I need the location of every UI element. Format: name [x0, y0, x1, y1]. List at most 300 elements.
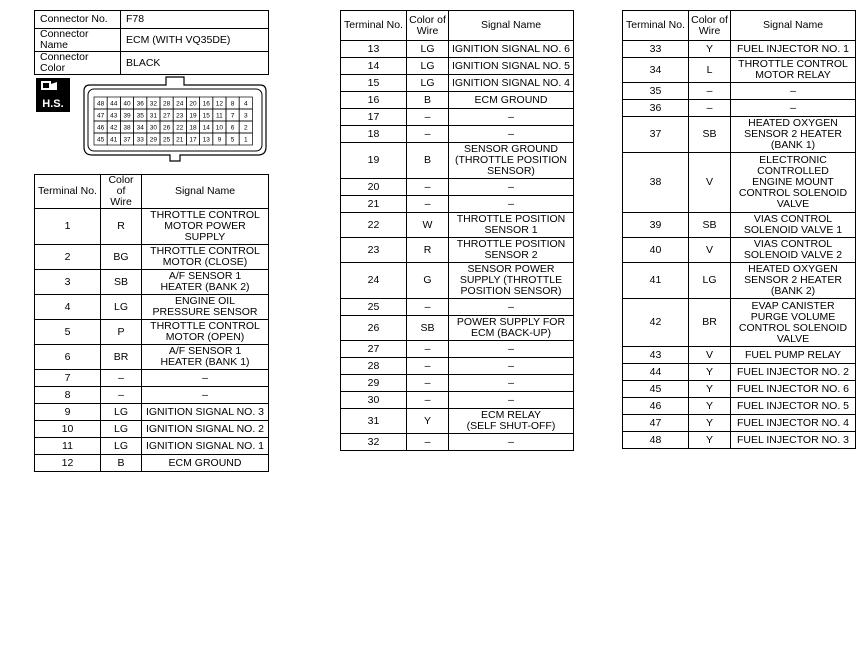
signal-name-line: FUEL INJECTOR NO. 4 — [736, 416, 850, 429]
signal-name — [449, 434, 574, 451]
signal-name-line: – — [508, 376, 514, 389]
signal-name — [142, 455, 269, 472]
signal-name — [142, 438, 269, 455]
connector-info-value: ECM (WITH VQ35DE) — [121, 29, 269, 52]
signal-name-line: POWER SUPPLY FOR — [456, 316, 566, 328]
signal-name-line: MOTOR RELAY — [755, 69, 831, 81]
signal-name-line: (THROTTLE POSITION — [454, 154, 567, 166]
signal-name — [731, 100, 856, 117]
wire-color: G — [407, 263, 449, 299]
table-row — [35, 345, 269, 370]
signal-name-line: (SELF SHUT-OFF) — [466, 420, 556, 432]
header-terminal-no: Terminal No. — [341, 11, 407, 41]
table-row — [341, 316, 574, 341]
pin-number: 33 — [136, 136, 144, 144]
signal-name-line: IGNITION SIGNAL NO. 3 — [145, 405, 265, 418]
signal-name — [731, 58, 856, 83]
signal-name — [731, 381, 856, 398]
signal-name-line: THROTTLE CONTROL — [150, 245, 260, 257]
pin-number: 29 — [149, 136, 158, 144]
table-row — [35, 387, 269, 404]
terminal-number: 12 — [35, 455, 101, 472]
signal-name-line: ECM GROUND — [168, 456, 242, 469]
signal-name-line: FUEL INJECTOR NO. 1 — [736, 42, 850, 55]
harness-side-icon — [36, 78, 70, 112]
signal-name-line: IGNITION SIGNAL NO. 1 — [145, 439, 265, 452]
connector-info-label: Connector No. — [35, 11, 121, 29]
signal-name-line: – — [202, 388, 208, 401]
wire-color: – — [407, 434, 449, 451]
connector-info-row — [35, 11, 269, 29]
terminal-number: 34 — [623, 58, 689, 83]
signal-name-line: SENSOR) — [487, 165, 535, 177]
wire-color: – — [101, 370, 142, 387]
signal-name-line: (BANK 1) — [770, 139, 816, 151]
table-header-row — [35, 175, 269, 209]
signal-name-line: ECM (BACK-UP) — [471, 327, 551, 339]
signal-name-line: – — [508, 393, 514, 406]
terminal-number: 17 — [341, 109, 407, 126]
terminal-number: 16 — [341, 92, 407, 109]
table-row — [341, 434, 574, 451]
wire-color: LG — [101, 421, 142, 438]
pin-number: 16 — [202, 100, 210, 108]
table-row — [341, 41, 574, 58]
wire-color: – — [689, 100, 731, 117]
terminal-number: 37 — [623, 117, 689, 153]
wire-color: – — [407, 126, 449, 143]
signal-name — [142, 320, 269, 345]
wire-color: Y — [407, 409, 449, 434]
signal-name-line: A/F SENSOR 1 — [168, 270, 242, 282]
signal-name-line: HEATER (BANK 2) — [160, 281, 250, 293]
pin-number: 17 — [189, 136, 197, 144]
wire-color: B — [101, 455, 142, 472]
signal-name — [449, 58, 574, 75]
terminal-number: 48 — [623, 432, 689, 449]
table-row — [341, 375, 574, 392]
table-row — [623, 347, 856, 364]
signal-name-line: – — [790, 101, 796, 114]
wire-color: B — [407, 92, 449, 109]
header-color-line2: Wire — [110, 196, 132, 208]
signal-name-line: – — [508, 197, 514, 210]
terminal-number: 47 — [623, 415, 689, 432]
signal-name-line: – — [508, 110, 514, 123]
pin-number: 19 — [189, 112, 197, 120]
terminal-number: 4 — [35, 295, 101, 320]
terminal-number: 20 — [341, 179, 407, 196]
wire-color: SB — [407, 316, 449, 341]
header-signal-name: Signal Name — [731, 11, 856, 41]
signal-name — [449, 196, 574, 213]
terminal-number: 10 — [35, 421, 101, 438]
signal-name — [142, 209, 269, 245]
wire-color: B — [407, 143, 449, 179]
pin-number: 12 — [215, 100, 224, 108]
signal-name-line: IGNITION SIGNAL NO. 2 — [145, 422, 265, 435]
connector-info-value: BLACK — [121, 52, 269, 75]
pin-grid — [94, 97, 252, 145]
wire-color: SB — [689, 213, 731, 238]
wire-color: SB — [689, 117, 731, 153]
signal-name — [731, 117, 856, 153]
header-signal-name: Signal Name — [142, 175, 269, 209]
table-header-row — [341, 11, 574, 41]
header-signal-name: Signal Name — [449, 11, 574, 41]
pin-number: 13 — [202, 136, 210, 144]
table-row — [35, 245, 269, 270]
terminal-number: 18 — [341, 126, 407, 143]
terminal-number: 15 — [341, 75, 407, 92]
terminal-number: 33 — [623, 41, 689, 58]
table-row — [623, 381, 856, 398]
pin-number: 6 — [230, 124, 235, 132]
wire-color: – — [407, 109, 449, 126]
signal-name — [449, 179, 574, 196]
signal-name — [731, 347, 856, 364]
terminal-number: 19 — [341, 143, 407, 179]
wire-color: V — [689, 153, 731, 213]
signal-name-line: SENSOR POWER — [467, 263, 555, 275]
wire-color: LG — [407, 75, 449, 92]
table-row — [623, 83, 856, 100]
connector-info-label: Connector Name — [35, 29, 121, 52]
signal-name — [449, 126, 574, 143]
header-color-line2: Wire — [698, 24, 721, 37]
signal-name-line: THROTTLE CONTROL — [150, 209, 260, 221]
terminal-number: 39 — [623, 213, 689, 238]
wire-color: V — [689, 238, 731, 263]
terminal-number: 46 — [623, 398, 689, 415]
table-row — [35, 295, 269, 320]
signal-name-line: – — [790, 84, 796, 97]
table-row — [341, 358, 574, 375]
signal-name-line: CONTROL SOLENOID — [738, 321, 848, 334]
wire-color: – — [407, 196, 449, 213]
pin-number: 40 — [123, 100, 131, 108]
signal-name-line: THROTTLE CONTROL — [150, 320, 260, 332]
terminal-number: 8 — [35, 387, 101, 404]
signal-name — [142, 245, 269, 270]
signal-name-line: SOLENOID VALVE 2 — [743, 249, 843, 261]
signal-name — [731, 263, 856, 299]
pin-number: 43 — [110, 112, 118, 120]
wire-color: – — [407, 358, 449, 375]
signal-name-line: VIAS CONTROL — [753, 238, 833, 250]
signal-name-line: – — [508, 342, 514, 355]
pin-number: 20 — [189, 100, 197, 108]
terminal-number: 22 — [341, 213, 407, 238]
wire-color: BG — [101, 245, 142, 270]
signal-name-line: ELECTRONIC — [759, 154, 827, 166]
wire-color: BR — [689, 299, 731, 347]
terminal-number: 24 — [341, 263, 407, 299]
wire-color: R — [101, 209, 142, 245]
wire-color: R — [407, 238, 449, 263]
connector-info-table — [34, 10, 269, 75]
signal-name-line: MOTOR POWER — [164, 220, 246, 232]
hs-label: H.S. — [42, 98, 64, 110]
wire-color: LG — [101, 404, 142, 421]
signal-name-line: ECM RELAY — [481, 409, 541, 421]
signal-name-line: SENSOR 2 HEATER — [744, 128, 842, 140]
terminal-table-2 — [340, 10, 574, 451]
pin-number: 9 — [217, 136, 222, 144]
signal-name — [731, 41, 856, 58]
terminal-number: 11 — [35, 438, 101, 455]
table-row — [35, 370, 269, 387]
pin-number: 26 — [162, 124, 171, 132]
pin-number: 23 — [176, 112, 184, 120]
wire-color: LG — [689, 263, 731, 299]
signal-name — [449, 263, 574, 299]
table-row — [35, 270, 269, 295]
table-row — [623, 415, 856, 432]
wire-color: – — [689, 83, 731, 100]
signal-name-line: – — [508, 180, 514, 193]
pin-number: 45 — [96, 136, 105, 144]
pin-number: 3 — [243, 112, 248, 120]
pin-number: 39 — [123, 112, 131, 120]
signal-name-line: IGNITION SIGNAL NO. 5 — [451, 59, 571, 72]
table-row — [35, 438, 269, 455]
wire-color: V — [689, 347, 731, 364]
table-row — [623, 41, 856, 58]
pin-number: 10 — [215, 124, 224, 132]
header-color-line1: Color of — [108, 174, 134, 197]
harness-side-badge — [36, 78, 70, 112]
terminal-number: 36 — [623, 100, 689, 117]
wire-color: LG — [101, 438, 142, 455]
signal-name-line: VALVE — [776, 198, 810, 210]
table-row — [623, 117, 856, 153]
pin-number: 42 — [110, 124, 118, 132]
pin-number: 4 — [243, 100, 248, 108]
pin-number: 14 — [202, 124, 210, 132]
terminal-number: 40 — [623, 238, 689, 263]
signal-name — [142, 295, 269, 320]
pin-number: 24 — [176, 100, 184, 108]
signal-name-line: – — [508, 359, 514, 372]
table-row — [623, 213, 856, 238]
signal-name-line: HEATED OXYGEN — [748, 117, 838, 129]
pin-number: 18 — [189, 124, 197, 132]
signal-name-line: SUPPLY — [184, 231, 226, 243]
signal-name — [449, 392, 574, 409]
signal-name-line: CONTROLLED — [757, 165, 829, 177]
pin-number: 28 — [162, 100, 171, 108]
terminal-number: 42 — [623, 299, 689, 347]
signal-name-line: – — [508, 127, 514, 140]
terminal-number: 45 — [623, 381, 689, 398]
signal-name-line: CONTROL SOLENOID — [738, 187, 848, 199]
signal-name — [142, 370, 269, 387]
wire-color: LG — [407, 58, 449, 75]
table-row — [35, 404, 269, 421]
signal-name — [142, 421, 269, 438]
signal-name — [731, 213, 856, 238]
pin-number: 41 — [110, 136, 118, 144]
table-row — [341, 143, 574, 179]
signal-name — [142, 387, 269, 404]
signal-name-line: POSITION SENSOR) — [460, 285, 562, 297]
signal-name — [731, 398, 856, 415]
connector-info-row — [35, 52, 269, 75]
wire-color: SB — [101, 270, 142, 295]
signal-name — [449, 109, 574, 126]
signal-name — [731, 299, 856, 347]
signal-name-line: ENGINE MOUNT — [752, 176, 834, 188]
header-color-line1: Color of — [409, 13, 446, 26]
terminal-number: 41 — [623, 263, 689, 299]
terminal-number: 7 — [35, 370, 101, 387]
pin-number: 36 — [136, 100, 144, 108]
table-row — [341, 341, 574, 358]
signal-name — [449, 143, 574, 179]
pin-number: 46 — [96, 124, 105, 132]
wire-color: Y — [689, 398, 731, 415]
signal-name — [449, 341, 574, 358]
terminal-number: 32 — [341, 434, 407, 451]
pin-number: 15 — [202, 112, 210, 120]
signal-name — [449, 213, 574, 238]
signal-name-line: PRESSURE SENSOR — [152, 306, 258, 318]
terminal-number: 6 — [35, 345, 101, 370]
signal-name — [731, 364, 856, 381]
table-row — [623, 398, 856, 415]
terminal-number: 1 — [35, 209, 101, 245]
pin-number: 32 — [149, 100, 158, 108]
terminal-number: 28 — [341, 358, 407, 375]
header-terminal-no: Terminal No. — [623, 11, 689, 41]
pin-number: 1 — [243, 136, 248, 144]
signal-name-line: ECM GROUND — [474, 93, 548, 106]
signal-name — [731, 83, 856, 100]
terminal-number: 35 — [623, 83, 689, 100]
table-row — [341, 196, 574, 213]
wire-color: – — [407, 375, 449, 392]
pin-number: 38 — [123, 124, 131, 132]
table-row — [341, 179, 574, 196]
terminal-table-3 — [622, 10, 856, 449]
signal-name-line: SENSOR 2 HEATER — [744, 274, 842, 286]
header-color-of-wire — [689, 11, 731, 41]
signal-name — [731, 415, 856, 432]
table-row — [341, 109, 574, 126]
signal-name — [142, 345, 269, 370]
table-row — [341, 58, 574, 75]
pin-number: 47 — [96, 112, 105, 120]
signal-name-line: – — [202, 371, 208, 384]
signal-name-line: MOTOR (CLOSE) — [162, 256, 248, 268]
wire-color: LG — [407, 41, 449, 58]
pin-number: 31 — [149, 112, 158, 120]
connector-face-diagram — [80, 75, 270, 163]
terminal-table-1 — [34, 174, 269, 472]
table-row — [623, 263, 856, 299]
terminal-number: 44 — [623, 364, 689, 381]
signal-name-line: – — [508, 300, 514, 313]
signal-name-line: PURGE VOLUME — [750, 310, 836, 323]
terminal-number: 38 — [623, 153, 689, 213]
terminal-number: 43 — [623, 347, 689, 364]
signal-name-line: VALVE — [776, 332, 810, 345]
signal-name — [142, 270, 269, 295]
wire-color: – — [407, 392, 449, 409]
signal-name-line: IGNITION SIGNAL NO. 6 — [451, 42, 571, 55]
wire-color: Y — [689, 364, 731, 381]
table-row — [623, 100, 856, 117]
table-row — [341, 238, 574, 263]
table-row — [341, 263, 574, 299]
table-row — [623, 58, 856, 83]
table-row — [623, 238, 856, 263]
table-row — [341, 75, 574, 92]
pin-number: 21 — [176, 136, 184, 144]
signal-name — [449, 358, 574, 375]
signal-name-line: FUEL PUMP RELAY — [744, 348, 842, 361]
terminal-number: 29 — [341, 375, 407, 392]
table-row — [341, 213, 574, 238]
table-row — [623, 299, 856, 347]
signal-name — [449, 41, 574, 58]
table-row — [623, 153, 856, 213]
terminal-number: 30 — [341, 392, 407, 409]
signal-name-line: SUPPLY (THROTTLE — [459, 274, 563, 286]
wire-color: – — [407, 299, 449, 316]
signal-name-line: SOLENOID VALVE 1 — [743, 224, 843, 236]
pin-number: 35 — [136, 112, 144, 120]
signal-name — [449, 299, 574, 316]
header-color-of-wire — [407, 11, 449, 41]
signal-name-line: SENSOR 1 — [484, 224, 538, 236]
pin-number: 11 — [216, 112, 223, 120]
signal-name-line: FUEL INJECTOR NO. 2 — [736, 365, 850, 378]
pin-number: 7 — [230, 112, 235, 120]
table-row — [341, 299, 574, 316]
table-row — [35, 455, 269, 472]
signal-name — [731, 238, 856, 263]
terminal-number: 25 — [341, 299, 407, 316]
signal-name-line: – — [508, 435, 514, 448]
signal-name-line: HEATER (BANK 1) — [160, 356, 250, 368]
header-color-line1: Color of — [691, 13, 728, 26]
wire-color: – — [407, 341, 449, 358]
pin-number: 30 — [149, 124, 158, 132]
signal-name — [449, 92, 574, 109]
terminal-number: 9 — [35, 404, 101, 421]
terminal-number: 13 — [341, 41, 407, 58]
figure-code — [0, 612, 1, 665]
terminal-number: 2 — [35, 245, 101, 270]
signal-name — [449, 375, 574, 392]
signal-name-line: A/F SENSOR 1 — [168, 345, 242, 357]
header-terminal-no: Terminal No. — [35, 175, 101, 209]
pin-number: 5 — [230, 136, 235, 144]
signal-name-line: SENSOR GROUND — [464, 143, 558, 155]
table-row — [341, 126, 574, 143]
pin-number: 44 — [110, 100, 118, 108]
signal-name-line: VIAS CONTROL — [753, 213, 833, 225]
wire-color: P — [101, 320, 142, 345]
terminal-number: 27 — [341, 341, 407, 358]
connector-info-label: Connector Color — [35, 52, 121, 75]
signal-name — [449, 409, 574, 434]
pin-number: 34 — [136, 124, 144, 132]
wire-color: L — [689, 58, 731, 83]
signal-name — [731, 432, 856, 449]
